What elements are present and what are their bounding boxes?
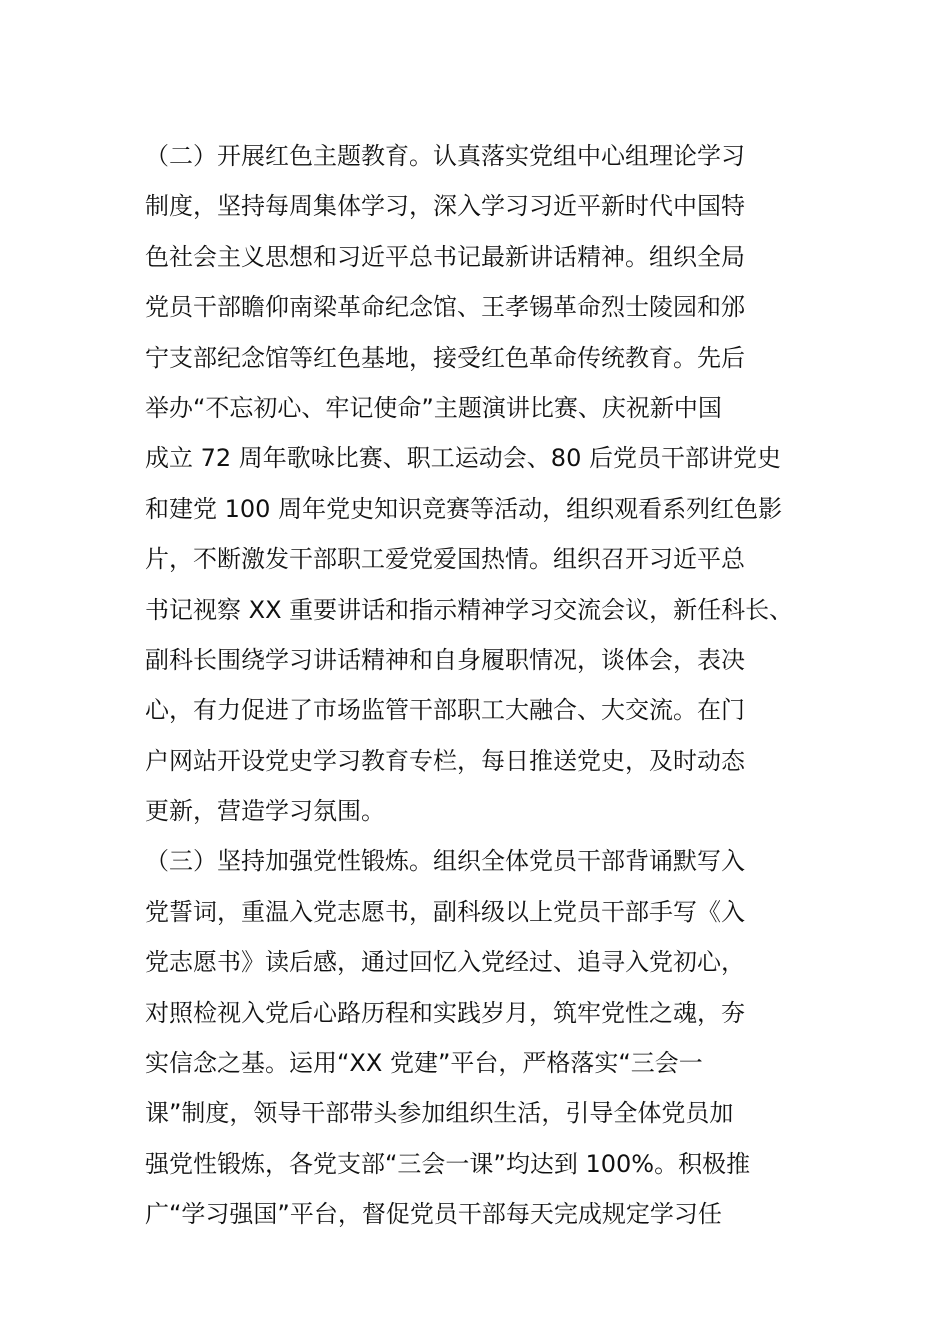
paragraph-line: 片，不断激发干部职工爱党爱国热情。组织召开习近平总 — [145, 545, 745, 574]
paragraph-line: 副科长围绕学习讲话精神和自身履职情况，谈体会，表决 — [145, 645, 745, 674]
paragraph-line: 党员干部瞻仰南梁革命纪念馆、王孝锡革命烈士陵园和邠 — [145, 293, 745, 322]
paragraph-line: 强党性锻炼，各党支部“三会一课”均达到 100%。积极推 — [145, 1149, 751, 1178]
paragraph-line: 对照检视入党后心路历程和实践岁月，筑牢党性之魂，夯 — [145, 998, 745, 1027]
document-body — [145, 131, 825, 1240]
paragraph-line: 课”制度，领导干部带头参加组织生活，引导全体党员加 — [145, 1099, 734, 1128]
paragraph-line: 党志愿书》读后感，通过回忆入党经过、追寻入党初心， — [145, 948, 745, 977]
paragraph-line: 户网站开设党史学习教育专栏，每日推送党史，及时动态 — [145, 746, 745, 775]
paragraph-line: （二）开展红色主题教育。认真落实党组中心组理论学习 — [145, 142, 745, 170]
paragraph-line: 党誓词，重温入党志愿书，副科级以上党员干部手写《入 — [145, 897, 745, 926]
paragraph-party-spirit-training — [145, 836, 825, 1239]
paragraph-line: 心，有力促进了市场监管干部职工大融合、大交流。在门 — [145, 696, 745, 725]
paragraph-line: 和建党 100 周年党史知识竞赛等活动，组织观看系列红色影 — [145, 494, 783, 523]
paragraph-red-theme-education — [145, 131, 825, 836]
paragraph-line: 更新，营造学习氛围。 — [145, 797, 385, 826]
paragraph-line: 成立 72 周年歌咏比赛、职工运动会、80 后党员干部讲党史 — [145, 444, 781, 473]
paragraph-line: 制度，坚持每周集体学习，深入学习习近平新时代中国特 — [145, 192, 745, 221]
paragraph-line: 实信念之基。运用“XX 党建”平台，严格落实“三会一 — [145, 1049, 703, 1078]
paragraph-line: 广“学习强国”平台，督促党员干部每天完成规定学习任 — [145, 1200, 722, 1229]
paragraph-line: 色社会主义思想和习近平总书记最新讲话精神。组织全局 — [145, 242, 745, 271]
paragraph-line: 宁支部纪念馆等红色基地，接受红色革命传统教育。先后 — [145, 343, 745, 372]
paragraph-line: 书记视察 XX 重要讲话和指示精神学习交流会议，新任科长、 — [145, 595, 794, 624]
paragraph-line: （三）坚持加强党性锻炼。组织全体党员干部背诵默写入 — [145, 847, 745, 876]
paragraph-line: 举办“不忘初心、牢记使命”主题演讲比赛、庆祝新中国 — [145, 393, 722, 422]
